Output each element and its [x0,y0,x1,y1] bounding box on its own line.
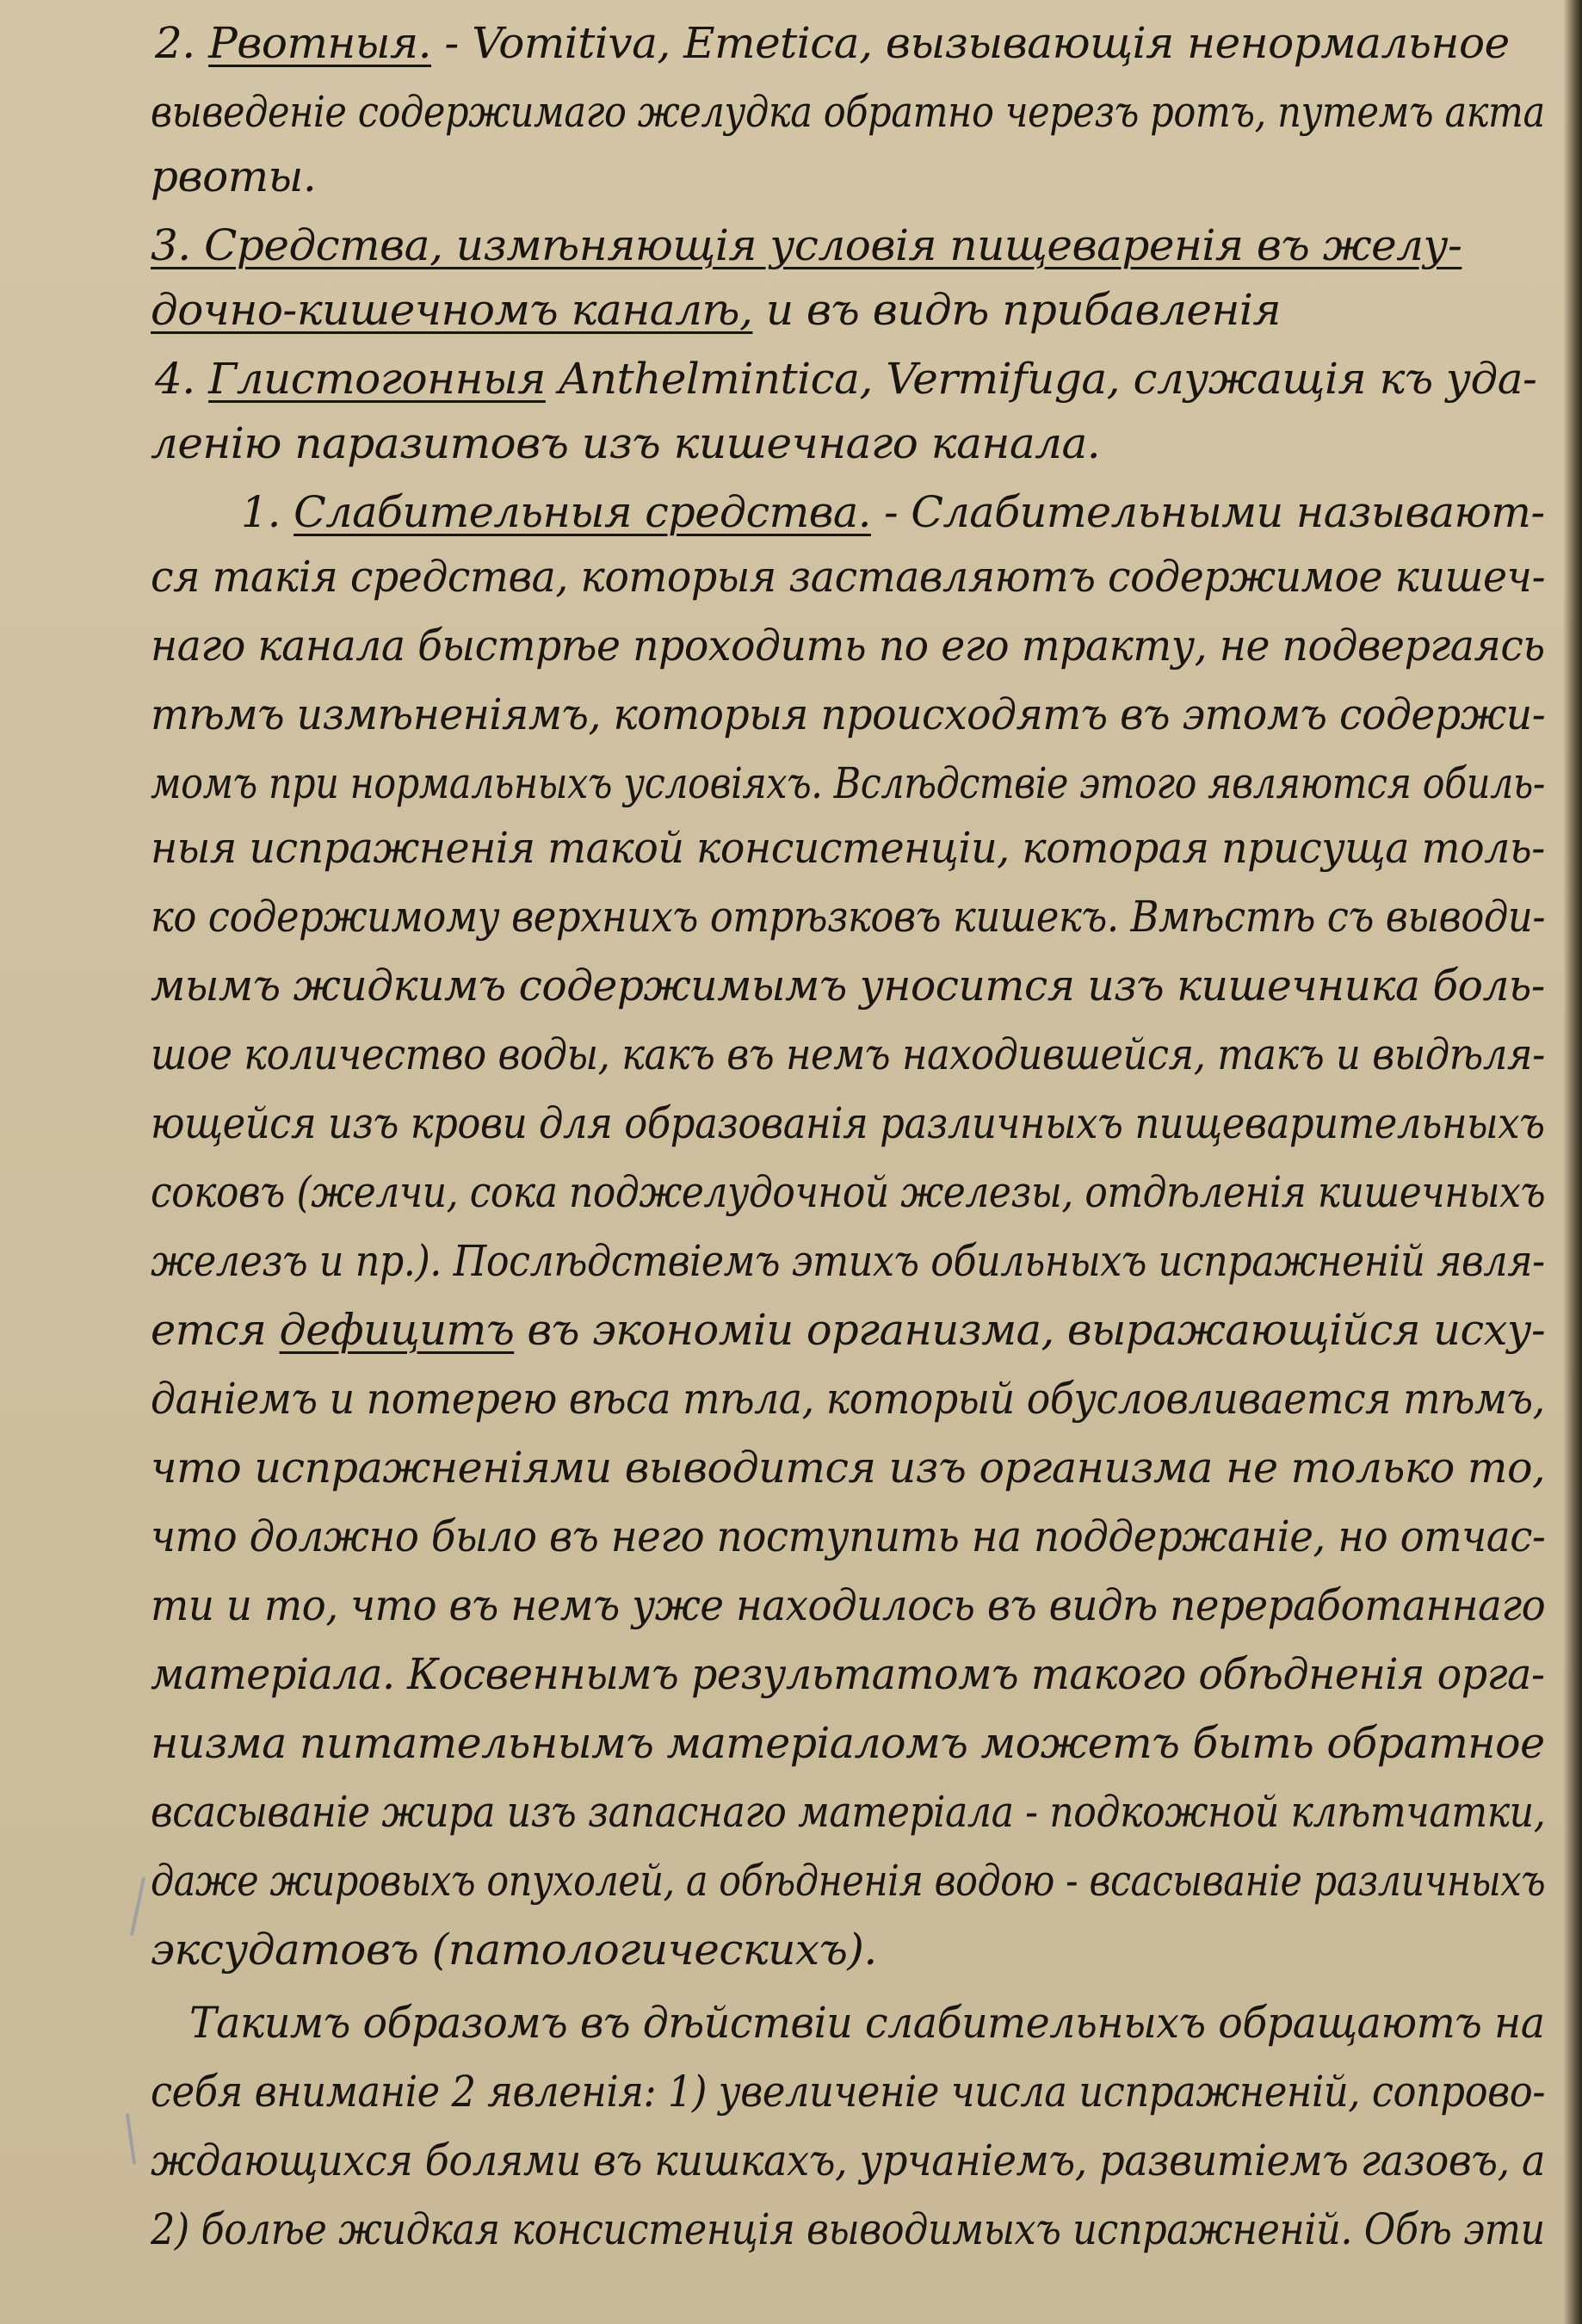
line-text: тѣмъ измѣненiямъ, которыя происходятъ въ этомъ содержи- [151,689,1546,739]
line-text: 2. [155,18,209,68]
underlined-text: Рвотныя. [208,18,432,68]
text-line [151,1579,1545,1631]
text-line [151,1924,877,1975]
text-line [151,960,1545,1011]
text-line [189,1997,1545,2049]
text-line [151,1097,1545,1149]
line-text: 2) болѣе жидкая консистенцiя выводимыхъ испражненiй. Обѣ эти [151,2204,1545,2254]
line-text: шое количество воды, какъ въ немъ находившейся, такъ и выдѣля- [151,1029,1545,1079]
line-text: что должно было въ него поступить на поддержанiе, но отчас- [151,1511,1546,1561]
text-line [151,1717,1545,1769]
text-line [151,1029,1545,1080]
line-text: рвоты. [151,151,317,201]
text-line [151,891,1545,943]
line-text: соковъ (желчи, сока поджелудочной железы, отдѣленiя кишечныхъ [151,1167,1546,1217]
text-line [151,822,1545,874]
text-line [151,1235,1545,1287]
underlined-text: Слабительныя средства. [294,487,871,537]
line-text: ждающихся болями въ кишкахъ, урчанiемъ, развитiемъ газовъ, а [151,2135,1546,2185]
line-text: ныя испражненiя такой консистенцiи, которая присуща толь- [151,823,1545,873]
line-text: ся такiя средства, которыя заставляютъ содержимое кишеч- [151,552,1546,602]
line-text: въ экономiи организма, выражающiйся исху- [514,1305,1546,1355]
line-text: Такимъ образомъ въ дѣйствiи слабительныхъ обращаютъ на [189,1998,1545,2048]
text-line [151,2135,1545,2186]
text-line [151,1648,1545,1700]
line-text: мымъ жидкимъ содержимымъ уносится изъ кишечника боль- [151,961,1545,1011]
text-line [155,17,1510,69]
line-text: и въ видѣ прибавленiя [752,285,1282,335]
text-line [151,551,1545,603]
line-text: ющейся изъ крови для образованiя различныхъ пищеварительныхъ [151,1098,1545,1148]
line-text: выведенiе содержимаго желудка обратно черезъ ротъ, путемъ акта [151,87,1545,137]
text-line [151,417,1100,469]
text-line [151,1786,1545,1838]
line-text: момъ при нормальныхъ условiяхъ. Вслѣдствiе этого являются обиль- [151,758,1545,808]
text-line [151,1166,1545,1218]
underlined-text: дефицитъ [279,1305,515,1355]
line-text: ленiю паразитовъ изъ кишечнаго канала. [151,418,1101,468]
line-text: ти и то, что въ немъ уже находилось въ видѣ переработаннаго [151,1580,1546,1630]
text-line [151,2203,1545,2255]
text-line [151,284,1281,336]
line-text: себя вниманiе 2 явленiя: 1) увеличенiе числа испражненiй, сопрово- [151,2067,1546,2117]
line-text: 1. [241,487,294,537]
line-text: Anthelmintica, Vermifuga, служащiя къ уда- [545,354,1537,404]
text-line [151,1511,1545,1562]
text-line [151,1855,1545,1907]
line-text: ко содержимому верхнихъ отрѣзковъ кишекъ. Вмѣстѣ съ выводи- [151,892,1546,942]
underlined-text: 3. Средства, измѣняющiя условiя пищеваренiя въ желу- [151,220,1462,270]
text-line [151,1442,1545,1493]
text-line [151,757,1545,809]
underlined-text: Глистогонныя [208,354,546,404]
line-text: железъ и пр.). Послѣдствiемъ этихъ обильныхъ испражненiй явля- [151,1236,1545,1286]
line-text: наго канала быстрѣе проходить по его тракту, не подвергаясь [151,621,1545,671]
underlined-text: дочно-кишечномъ каналѣ, [151,285,753,335]
text-line [151,2066,1545,2117]
line-text: всасыванiе жира изъ запаснаго матерiала - подкожной клѣтчатки, [151,1787,1546,1837]
line-text: низма питательнымъ матерiаломъ можетъ быть обратное [151,1718,1545,1768]
text-line [155,353,1536,405]
text-line [151,1373,1545,1425]
text-line [151,1304,1545,1356]
text-line [241,486,1545,538]
line-text: даже жировыхъ опухолей, а обѣдненiя водою - всасыванiе различныхъ [151,1856,1546,1906]
line-text: ется [151,1305,280,1355]
line-text: данiемъ и потерею вѣса тѣла, который обусловливается тѣмъ, [151,1374,1545,1424]
line-text: 4. [155,354,209,404]
text-line [151,151,316,202]
line-text: эксудатовъ (патологическихъ). [151,1925,877,1975]
text-line [151,219,1461,271]
line-text: матерiала. Косвеннымъ результатомъ такого обѣдненiя орга- [151,1649,1545,1699]
line-text: что испражненiями выводится изъ организма не только то, [151,1443,1546,1493]
text-line [151,689,1545,740]
text-line [151,620,1545,671]
line-text: - Слабительными называют- [870,487,1545,537]
text-line [151,86,1545,138]
line-text: - Vomitiva, Emetica, вызывающiя ненормальное [431,18,1510,68]
